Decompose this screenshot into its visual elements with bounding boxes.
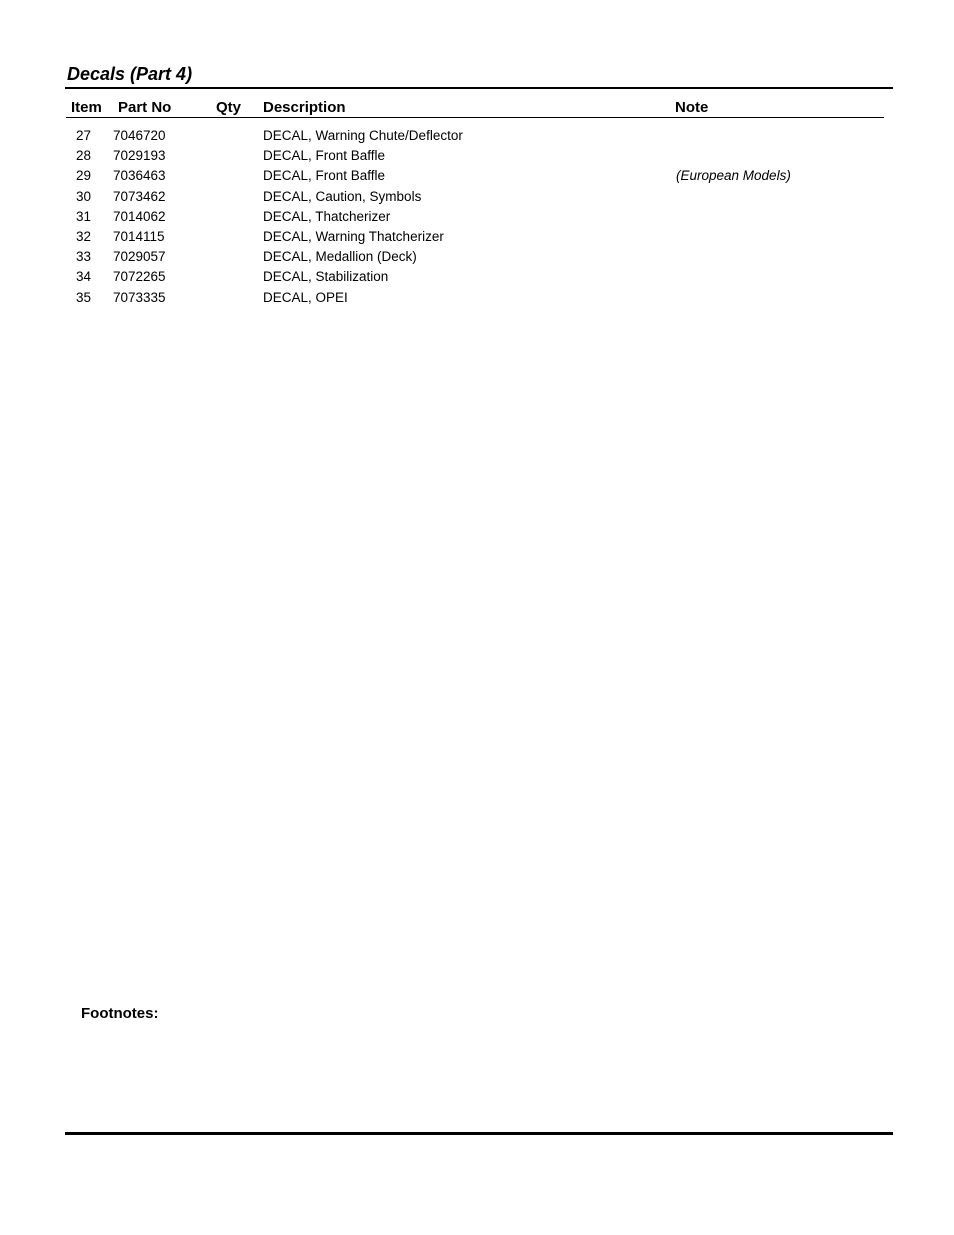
row-item: 32: [76, 228, 92, 244]
row-part-no: 7072265: [113, 269, 166, 285]
table-header: [0, 99, 954, 119]
row-description: DECAL, Warning Thatcherizer: [263, 228, 444, 244]
row-part-no: 7073335: [113, 289, 166, 305]
row-description: DECAL, Medallion (Deck): [263, 249, 417, 265]
row-item: 35: [76, 289, 92, 305]
table-row: [0, 228, 954, 248]
header-part-no: Part No: [118, 99, 172, 116]
row-description: DECAL, OPEI: [263, 289, 348, 305]
row-description: DECAL, Caution, Symbols: [263, 188, 422, 204]
table-row: [0, 167, 954, 187]
row-description: DECAL, Stabilization: [263, 269, 389, 285]
row-part-no: 7073462: [113, 188, 166, 204]
footnotes-label: Footnotes:: [81, 1005, 159, 1022]
footer-divider: [65, 1132, 893, 1135]
header-description: Description: [263, 99, 346, 116]
row-item: 31: [76, 208, 92, 224]
row-item: 34: [76, 269, 92, 285]
row-part-no: 7029193: [113, 148, 166, 164]
row-description: DECAL, Thatcherizer: [263, 208, 391, 224]
page-title: Decals (Part 4): [67, 64, 193, 84]
header-item: Item: [71, 99, 102, 116]
table-row: [0, 248, 954, 268]
row-description: DECAL, Front Baffle: [263, 168, 386, 184]
table-row: [0, 289, 954, 309]
row-part-no: 7046720: [113, 128, 166, 143]
table-row: [0, 208, 954, 228]
table-row: [0, 127, 954, 147]
header-divider: [66, 117, 884, 118]
row-description: DECAL, Front Baffle: [263, 148, 386, 164]
row-item: 33: [76, 249, 92, 265]
row-part-no: 7014062: [113, 208, 166, 224]
row-description: DECAL, Warning Chute/Deflector: [263, 128, 463, 143]
table-row: [0, 268, 954, 288]
row-item: 28: [76, 148, 92, 164]
table-row: [0, 147, 954, 167]
header-qty: Qty: [216, 99, 242, 116]
row-item: 27: [76, 128, 92, 143]
row-item: 30: [76, 188, 92, 204]
title-divider: [65, 87, 893, 89]
row-note: (European Models): [676, 168, 791, 184]
row-part-no: 7029057: [113, 249, 166, 265]
header-note: Note: [675, 99, 709, 116]
row-part-no: 7036463: [113, 168, 166, 184]
parts-table-body: [0, 127, 954, 309]
table-row: [0, 188, 954, 208]
row-item: 29: [76, 168, 92, 184]
row-part-no: 7014115: [113, 228, 165, 244]
